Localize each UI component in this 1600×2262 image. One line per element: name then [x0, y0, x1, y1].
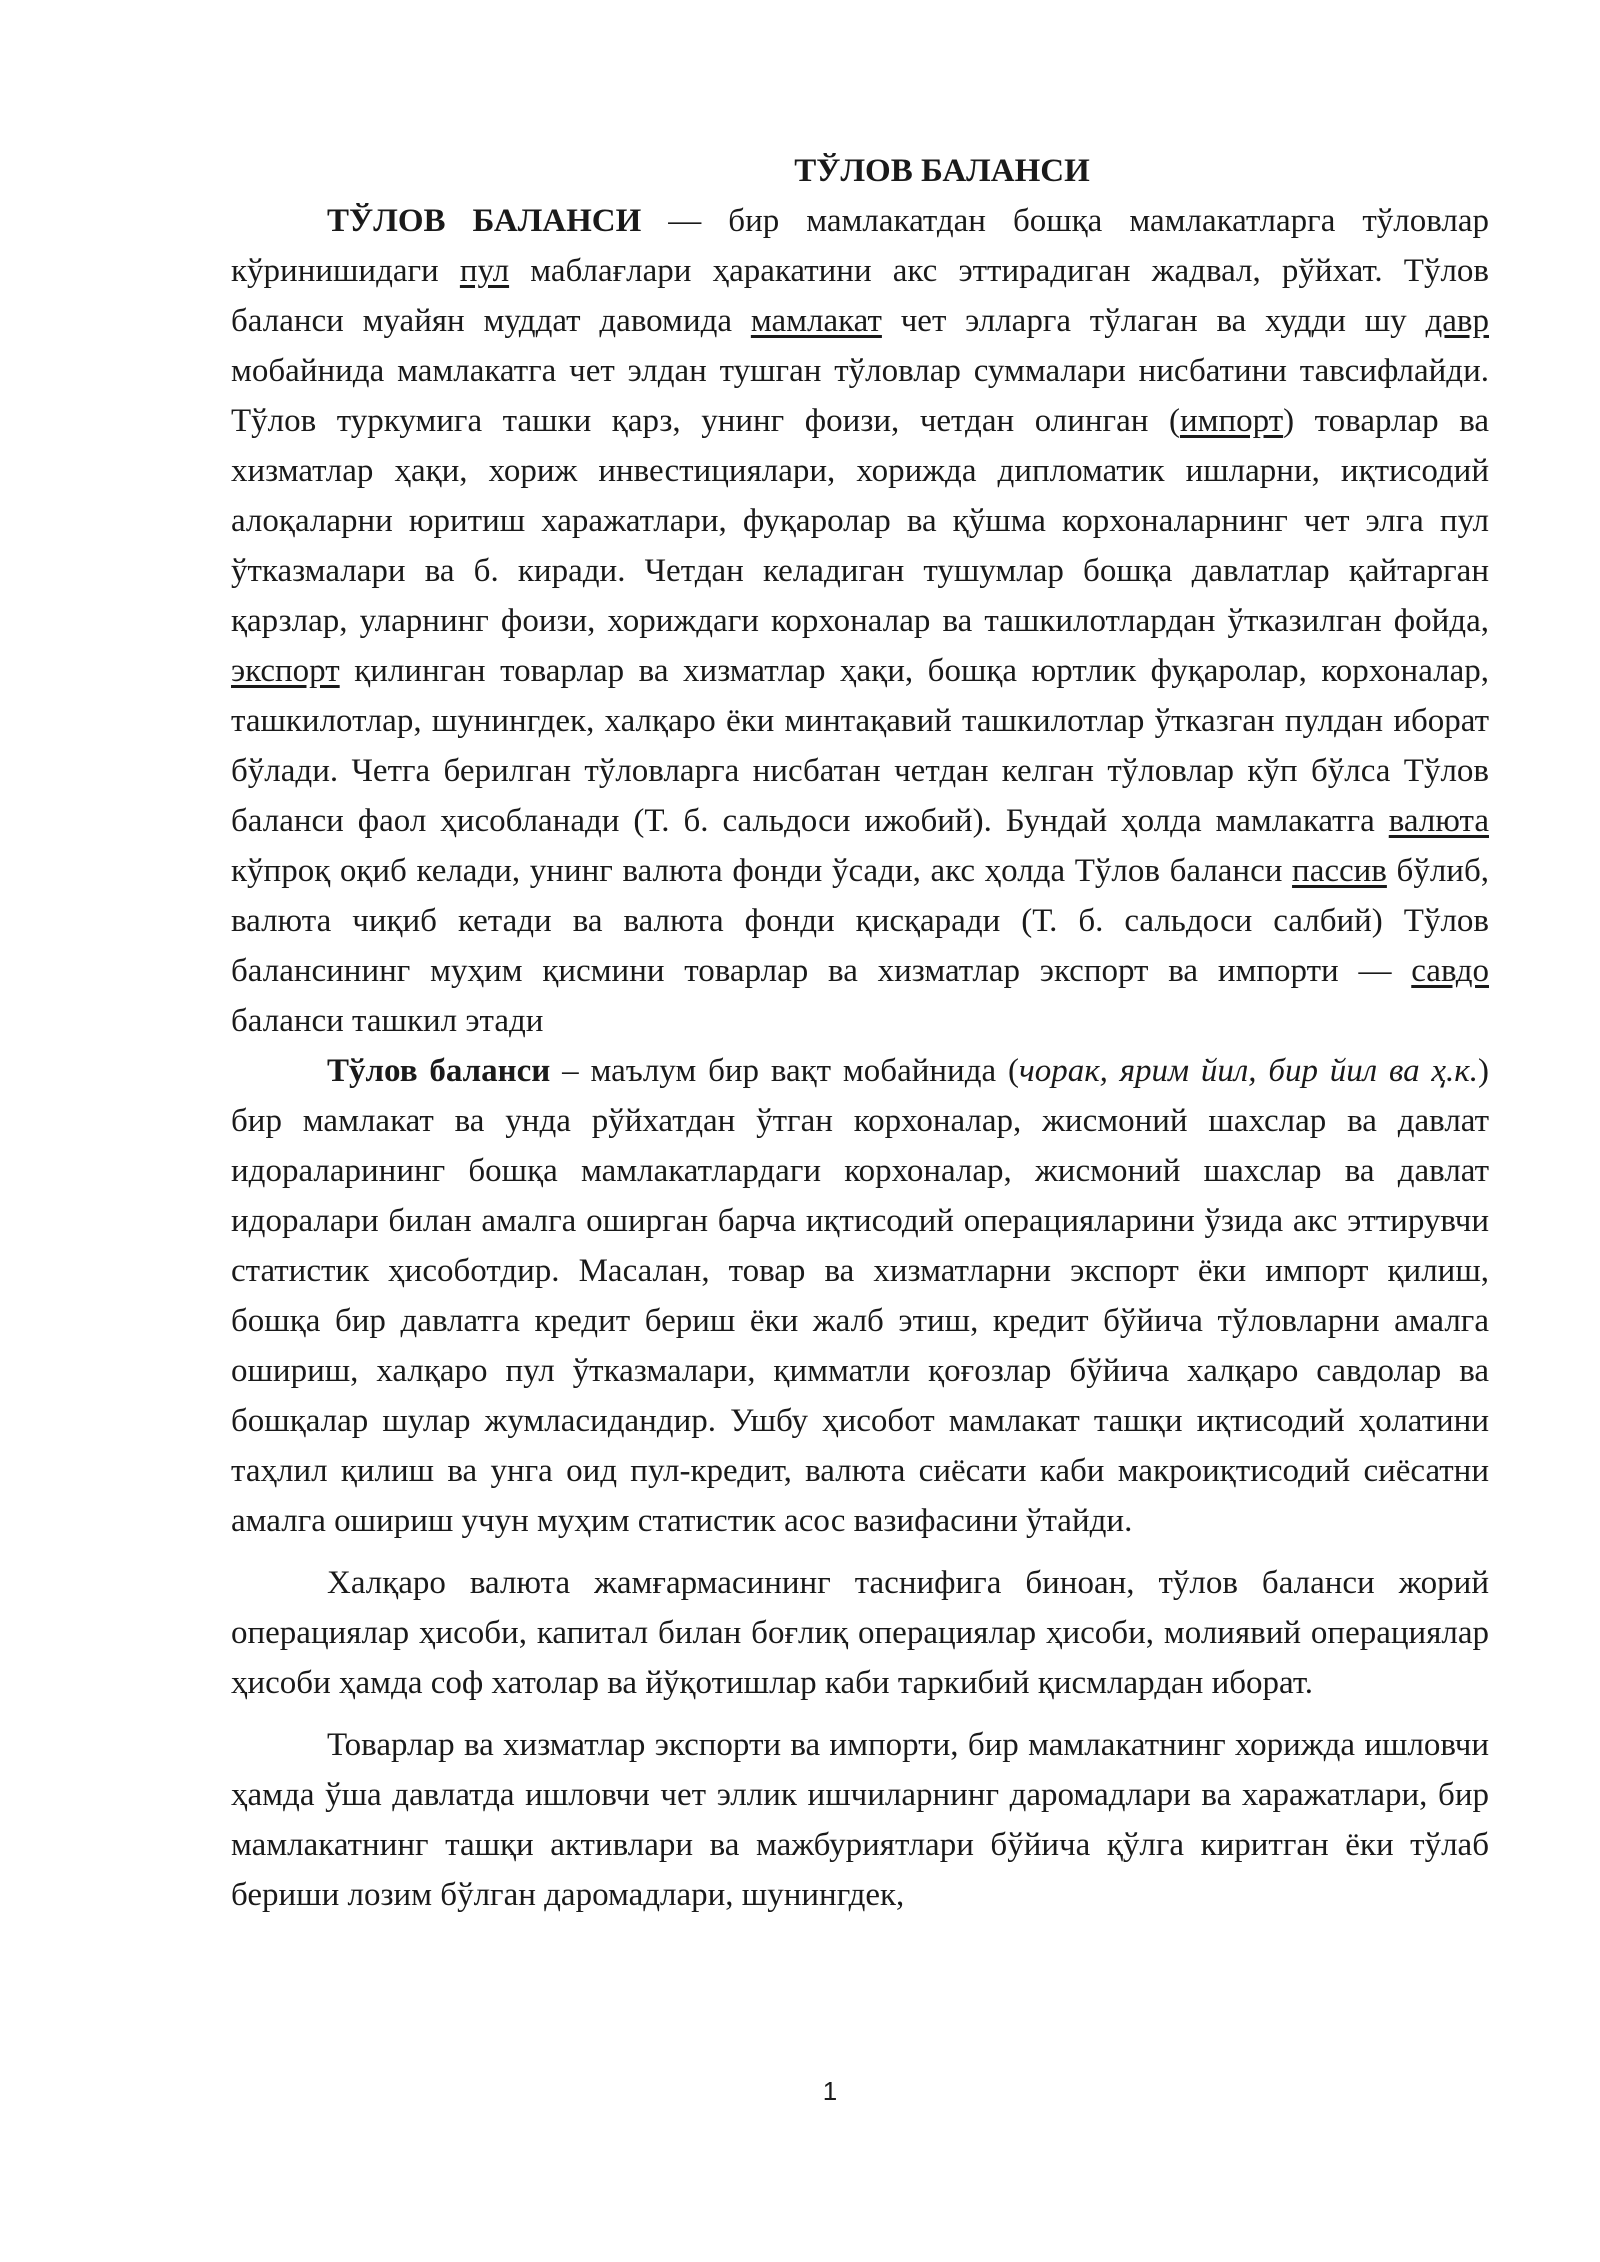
term-lead: Тўлов баланси [327, 1053, 551, 1089]
paragraph-current-account: Товарлар ва хизматлар экспорти ва импорти, бир мамлакатнинг хорижда ишловчи ҳамда ўша давлатда ишловчи чет эллик ишчиларнинг даромадлари ва харажатлари, бир мамлакатнинг ташқи активлари ва мажбуриятлари бўйича қўлга киритган ёки тўлаб бериши лозим бўлган даромадлари, шунингдек, [231, 1727, 1489, 1913]
page-title: ТЎЛОВ БАЛАНСИ [794, 153, 1090, 189]
paragraph-imf-classification: Халқаро валюта жамғармасининг таснифига биноан, тўлов баланси жорий операциялар ҳисоби, капитал билан боғлиқ операциялар ҳисоби, молиявий операциялар ҳисоби ҳамда соф хатолар ва йўқотишлар каби таркибий қисмлардан иборат. [231, 1565, 1489, 1701]
link-import[interactable]: импорт [1179, 403, 1284, 439]
text-run: — бир мамлакатдан бошқа мамлакатларга тўловлар кўринишидаги [231, 203, 1489, 289]
text-run: ) товарлар ва хизматлар ҳақи, хориж инвестициялари, хорижда дипломатик ишларни, иқтисодий алоқаларни юритиш харажатлари, фуқаролар ва қўшма корхоналарнинг чет элга пул ўтказмалари ва б. киради. Четдан келадиган тушумлар бошқа давлатлар қайтарган қарзлар, уларнинг фоизи, хориждаги корхоналар ва ташкилотлардан ўтказилган фойда, [231, 403, 1489, 639]
paragraph-definition [231, 196, 1489, 1046]
text-run: баланси ташкил этади [231, 1003, 544, 1039]
page-number: 1 [822, 2076, 838, 2106]
paragraph-statistical-report [231, 1046, 1489, 1546]
link-valyuta[interactable]: валюта [1388, 803, 1489, 839]
document-body [231, 146, 1489, 1920]
link-savdo[interactable]: савдо [1411, 953, 1489, 989]
link-pul[interactable]: пул [459, 253, 510, 289]
text-run: қилинган товарлар ва хизматлар ҳақи, бошқа юртлик фуқаролар, корхоналар, ташкилотлар, шунингдек, халқаро ёки минтақавий ташкилотлар ўтказган пулдан иборат бўлади. Четга берилган тўловларга нисбатан четдан келган тўловлар кўп бўлса Тўлов баланси фаол ҳисобланади (Т. б. сальдоси ижобий). Бундай ҳолда мамлакатга [231, 653, 1489, 839]
text-run: кўпроқ оқиб келади, унинг валюта фонди ўсади, акс ҳолда Тўлов баланси [231, 853, 1293, 889]
text-run: мобайнида мамлакатга чет элдан тушган тўловлар суммалари нисбатини тавсифлайди. Тўлов туркумига ташки қарз, унинг фоизи, четдан олинган ( [231, 353, 1489, 439]
text-run: чет элларга тўлаган ва худди шу [881, 303, 1426, 339]
link-eksport[interactable]: экспорт [231, 653, 340, 689]
link-davr[interactable]: давр [1425, 303, 1489, 339]
link-mamlakat[interactable]: мамлакат [750, 303, 882, 339]
text-run: – маълум бир вақт мобайнида ( [550, 1053, 1019, 1089]
text-run: бўлиб, валюта чиқиб кетади ва валюта фонди қисқаради (Т. б. сальдоси салбий) Тўлов балансининг муҳим қисмини товарлар ва хизматлар экспорт ва импорти — [231, 853, 1489, 989]
term-lead: ТЎЛОВ БАЛАНСИ [327, 203, 642, 239]
italic-period: чорак, ярим йил, бир йил ва ҳ.к. [1018, 1053, 1478, 1089]
text-run: маблағлари ҳаракатини акс эттирадиган жадвал, рўйхат. Тўлов баланси муайян муддат давомида [231, 253, 1489, 339]
link-passiv[interactable]: пассив [1292, 853, 1387, 889]
text-run: ) бир мамлакат ва унда рўйхатдан ўтган корхоналар, жисмоний шахслар ва давлат идораларининг бошқа мамлакатлардаги корхоналар, жисмоний шахслар ва давлат идоралари билан амалга оширган барча иқтисодий операцияларини ўзида акс эттирувчи статистик ҳисоботдир. Масалан, товар ва хизматларни экспорт ёки импорт қилиш, бошқа бир давлатга кредит бериш ёки жалб этиш, кредит бўйича тўловларни амалга ошириш, халқаро пул ўтказмалари, қимматли қоғозлар бўйича халқаро савдолар ва бошқалар шулар жумласидандир. Ушбу ҳисобот мамлакат ташқи иқтисодий ҳолатини таҳлил қилиш ва унга оид пул-кредит, валюта сиёсати каби макроиқтисодий сиёсатни амалга ошириш учун муҳим статистик асос вазифасини ўтайди. [231, 1053, 1489, 1539]
